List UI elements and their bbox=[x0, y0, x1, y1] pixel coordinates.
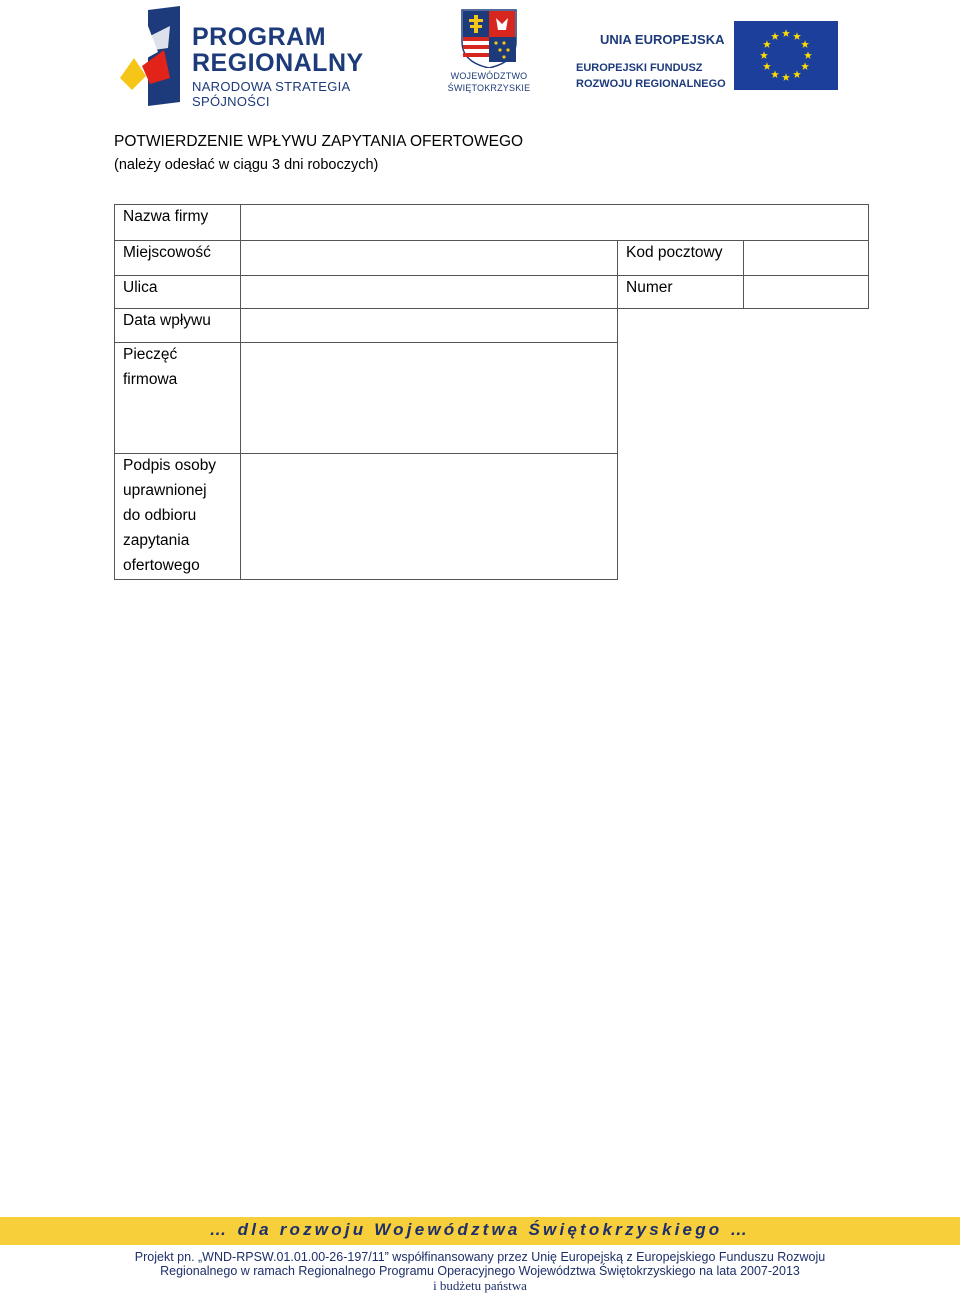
company-name-label: Nazwa firmy bbox=[123, 208, 209, 225]
ue-title: UNIA EUROPEJSKA bbox=[600, 32, 725, 47]
program-subtitle: NARODOWA STRATEGIA SPÓJNOŚCI bbox=[192, 79, 350, 109]
footer-project-line1: Projekt pn. „WND-RPSW.01.01.00-26-197/11” współfinansowany przez Unię Europejską z Europejskiego Funduszu Rozwoju bbox=[134, 1250, 826, 1264]
program-title-line2: REGIONALNY bbox=[192, 49, 364, 77]
eu-flag-icon bbox=[734, 21, 838, 90]
wojewodztwo-logo bbox=[444, 8, 534, 98]
receipt-date-field[interactable] bbox=[240, 308, 618, 343]
footer-project-line2: Regionalnego w ramach Regionalnego Programu Operacyjnego Województwa Świętokrzyskiego na lata 2007-2013 bbox=[160, 1264, 800, 1278]
signature-label-line4: zapytania bbox=[123, 532, 190, 549]
number-label: Numer bbox=[626, 279, 673, 296]
unia-europejska-logo bbox=[572, 18, 847, 94]
coat-of-arms-icon bbox=[444, 8, 534, 68]
signature-label-line2: uprawnionej bbox=[123, 482, 207, 499]
stamp-label-line1: Pieczęć bbox=[123, 346, 178, 363]
city-field[interactable] bbox=[240, 240, 618, 276]
signature-label-line5: ofertowego bbox=[123, 557, 200, 574]
street-label: Ulica bbox=[123, 279, 158, 296]
document-subtitle: (należy odesłać w ciągu 3 dni roboczych) bbox=[114, 157, 379, 173]
stamp-field[interactable] bbox=[240, 342, 618, 454]
street-field[interactable] bbox=[240, 275, 618, 309]
program-title-line1: PROGRAM bbox=[192, 23, 327, 51]
program-regionalny-emblem-icon bbox=[118, 6, 192, 108]
stamp-label-line2: firmowa bbox=[123, 371, 178, 388]
wojewodztwo-line2: ŚWIĘTOKRZYSKIE bbox=[447, 83, 531, 93]
ue-fund-line1: EUROPEJSKI FUNDUSZ bbox=[576, 62, 703, 74]
company-name-field[interactable] bbox=[240, 204, 869, 241]
signature-label-line3: do odbioru bbox=[123, 507, 197, 524]
ue-fund-line2: ROZWOJU REGIONALNEGO bbox=[576, 78, 726, 90]
city-label: Miejscowość bbox=[123, 244, 211, 261]
signature-label-line1: Podpis osoby bbox=[123, 457, 217, 474]
program-regionalny-logo bbox=[118, 6, 418, 108]
postal-code-label: Kod pocztowy bbox=[626, 244, 723, 261]
wojewodztwo-line1: WOJEWÓDZTWO bbox=[450, 71, 528, 81]
postal-code-field[interactable] bbox=[743, 240, 869, 276]
footer-slogan: … dla rozwoju Województwa Świętokrzyskiego … bbox=[209, 1220, 751, 1239]
footer-project-line3: i budżetu państwa bbox=[433, 1278, 527, 1293]
number-field[interactable] bbox=[743, 275, 869, 309]
document-title: POTWIERDZENIE WPŁYWU ZAPYTANIA OFERTOWEGO bbox=[114, 133, 524, 150]
signature-field[interactable] bbox=[240, 453, 618, 580]
confirmation-form bbox=[114, 204, 869, 580]
receipt-date-label: Data wpływu bbox=[123, 312, 211, 329]
